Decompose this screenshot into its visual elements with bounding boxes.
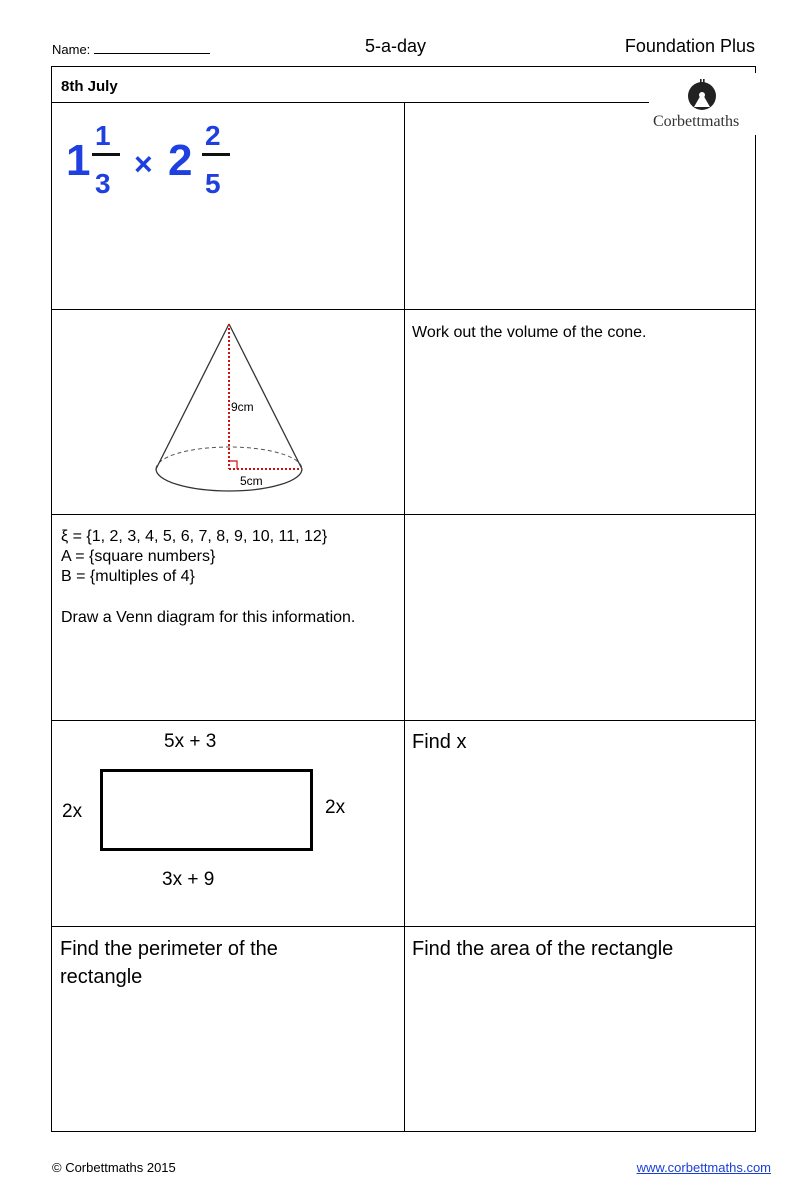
q3-prompt: Draw a Venn diagram for this information. (61, 609, 356, 626)
worksheet-title: 5-a-day (365, 36, 427, 56)
q2-cone-diagram (147, 318, 317, 498)
q1-denominator-2: 5 (205, 168, 221, 199)
name-blank-line (94, 41, 210, 54)
q1-numerator-2: 2 (205, 120, 221, 151)
q1-denominator-1: 3 (95, 168, 111, 199)
logo-wordmark: Corbettmaths (653, 113, 740, 130)
q1-operator: × (134, 146, 153, 182)
q5-right-prompt: Find the area of the rectangle (412, 938, 674, 960)
q3-set-a: A = {square numbers} (61, 548, 216, 565)
q5-left-prompt: Find the perimeter of the rectangle (60, 938, 278, 988)
corbettmaths-logo (649, 73, 757, 135)
right-angle-marker (229, 461, 237, 469)
row-divider-2 (52, 514, 755, 515)
copyright-notice: © Corbettmaths 2015 (52, 1160, 176, 1175)
cone-radius-label: 5cm (240, 474, 263, 488)
q1-whole-2: 2 (168, 136, 193, 185)
row-divider-3 (52, 720, 755, 721)
q3-set-b: B = {multiples of 4} (61, 568, 195, 585)
corbettmaths-link[interactable]: www.corbettmaths.com (636, 1160, 771, 1175)
q4-bottom-label: 3x + 9 (162, 869, 215, 890)
q4-prompt: Find x (412, 731, 467, 753)
q4-left-label: 2x (62, 801, 83, 822)
name-field (52, 41, 210, 57)
q3-universal-set: ξ = {1, 2, 3, 4, 5, 6, 7, 8, 9, 10, 11, 12} (61, 528, 328, 545)
q1-numerator-1: 1 (95, 120, 111, 151)
worksheet-level: Foundation Plus (624, 36, 755, 56)
cone-height-label: 9cm (231, 400, 254, 414)
name-label: Name: (52, 42, 91, 57)
row-divider-4 (52, 926, 755, 927)
worksheet-date: 8th July (61, 78, 118, 95)
q4-right-label: 2x (325, 797, 346, 818)
q1-fraction-expression (64, 115, 254, 205)
logo-emblem-icon (685, 77, 719, 111)
q4-rectangle (100, 769, 313, 851)
q2-prompt: Work out the volume of the cone. (412, 324, 647, 341)
worksheet-grid (51, 66, 756, 1132)
q1-whole-1: 1 (66, 136, 91, 185)
q4-top-label: 5x + 3 (164, 731, 217, 752)
row-divider-1 (52, 309, 755, 310)
column-divider (404, 103, 405, 1131)
